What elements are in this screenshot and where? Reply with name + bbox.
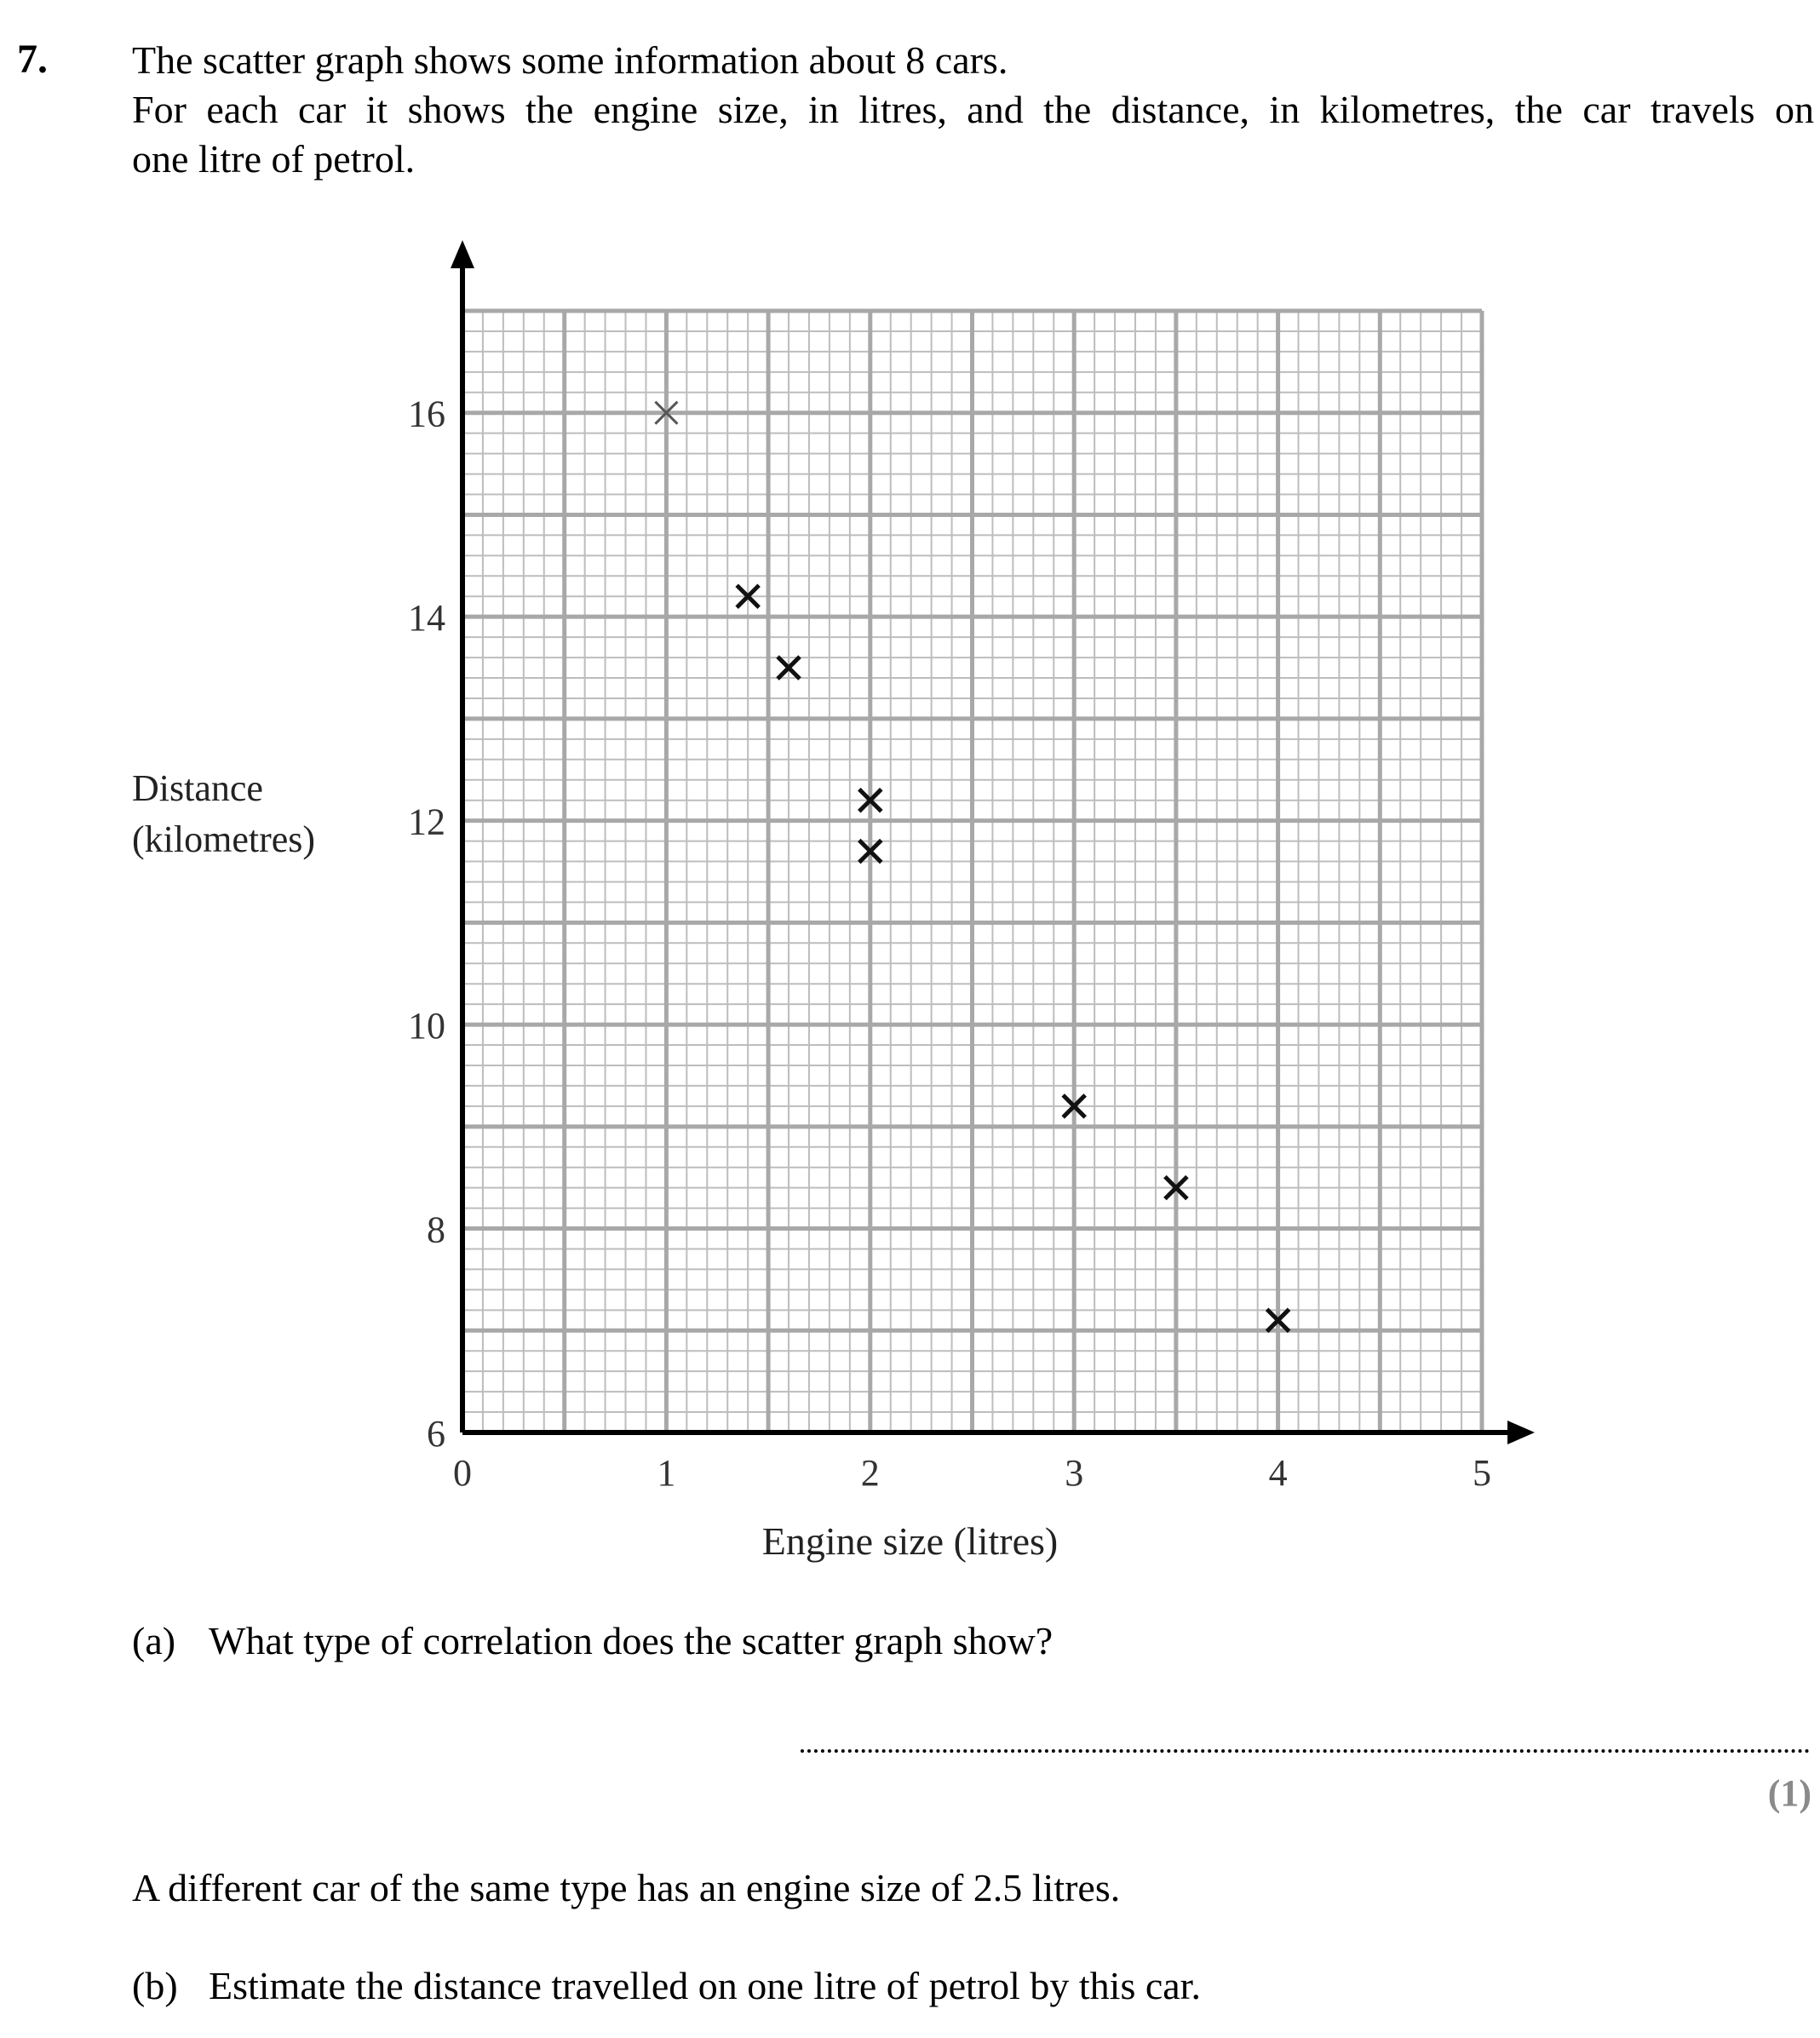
part-a-marks: (1) — [1767, 1772, 1811, 1814]
intro-line-1: The scatter graph shows some information about 8 cars. — [132, 38, 1008, 82]
part-a-answer-line[interactable] — [801, 1724, 1810, 1753]
part-b-text: Estimate the distance travelled on one litre of petrol by this car. — [209, 1964, 1201, 2007]
intro-line-3: one litre of petrol. — [132, 137, 416, 181]
x-tick-label: 5 — [1473, 1452, 1491, 1494]
part-a-letter: (a) — [132, 1619, 176, 1662]
intro-line-2: For each car it shows the engine size, in litres, and the distance, in kilometres, the car travels on — [132, 88, 1814, 131]
x-tick-label: 2 — [860, 1452, 880, 1494]
y-tick-label: 14 — [408, 597, 445, 640]
y-tick-label: 6 — [427, 1413, 445, 1455]
y-axis-arrow — [451, 240, 474, 268]
x-tick-label: 1 — [657, 1452, 676, 1494]
question-intro — [132, 36, 1814, 184]
part-a-question — [132, 1618, 1053, 1663]
scatter-graph — [0, 230, 1820, 1507]
y-tick-label: 10 — [408, 1005, 445, 1048]
x-axis-arrow — [1507, 1421, 1535, 1444]
grid-major-lines — [462, 311, 1482, 1432]
x-tick-label: 3 — [1065, 1452, 1084, 1494]
x-tick-label: 0 — [453, 1452, 472, 1494]
x-axis-label: Engine size (litres) — [761, 1519, 1059, 1563]
x-tick-label: 4 — [1268, 1452, 1288, 1494]
statement-text: A different car of the same type has an engine size of 2.5 litres. — [132, 1866, 1121, 1909]
part-b-question — [132, 1963, 1201, 2008]
y-tick-label: 8 — [427, 1208, 445, 1251]
y-tick-label: 12 — [408, 801, 445, 843]
part-b-letter: (b) — [132, 1964, 178, 2007]
y-axis-label-line-2: (kilometres) — [132, 818, 316, 860]
question-number: 7. — [17, 37, 48, 82]
y-axis-label-line-1: Distance — [132, 767, 263, 809]
y-tick-label: 16 — [408, 393, 445, 435]
part-a-text: What type of correlation does the scatter graph show? — [209, 1619, 1054, 1662]
